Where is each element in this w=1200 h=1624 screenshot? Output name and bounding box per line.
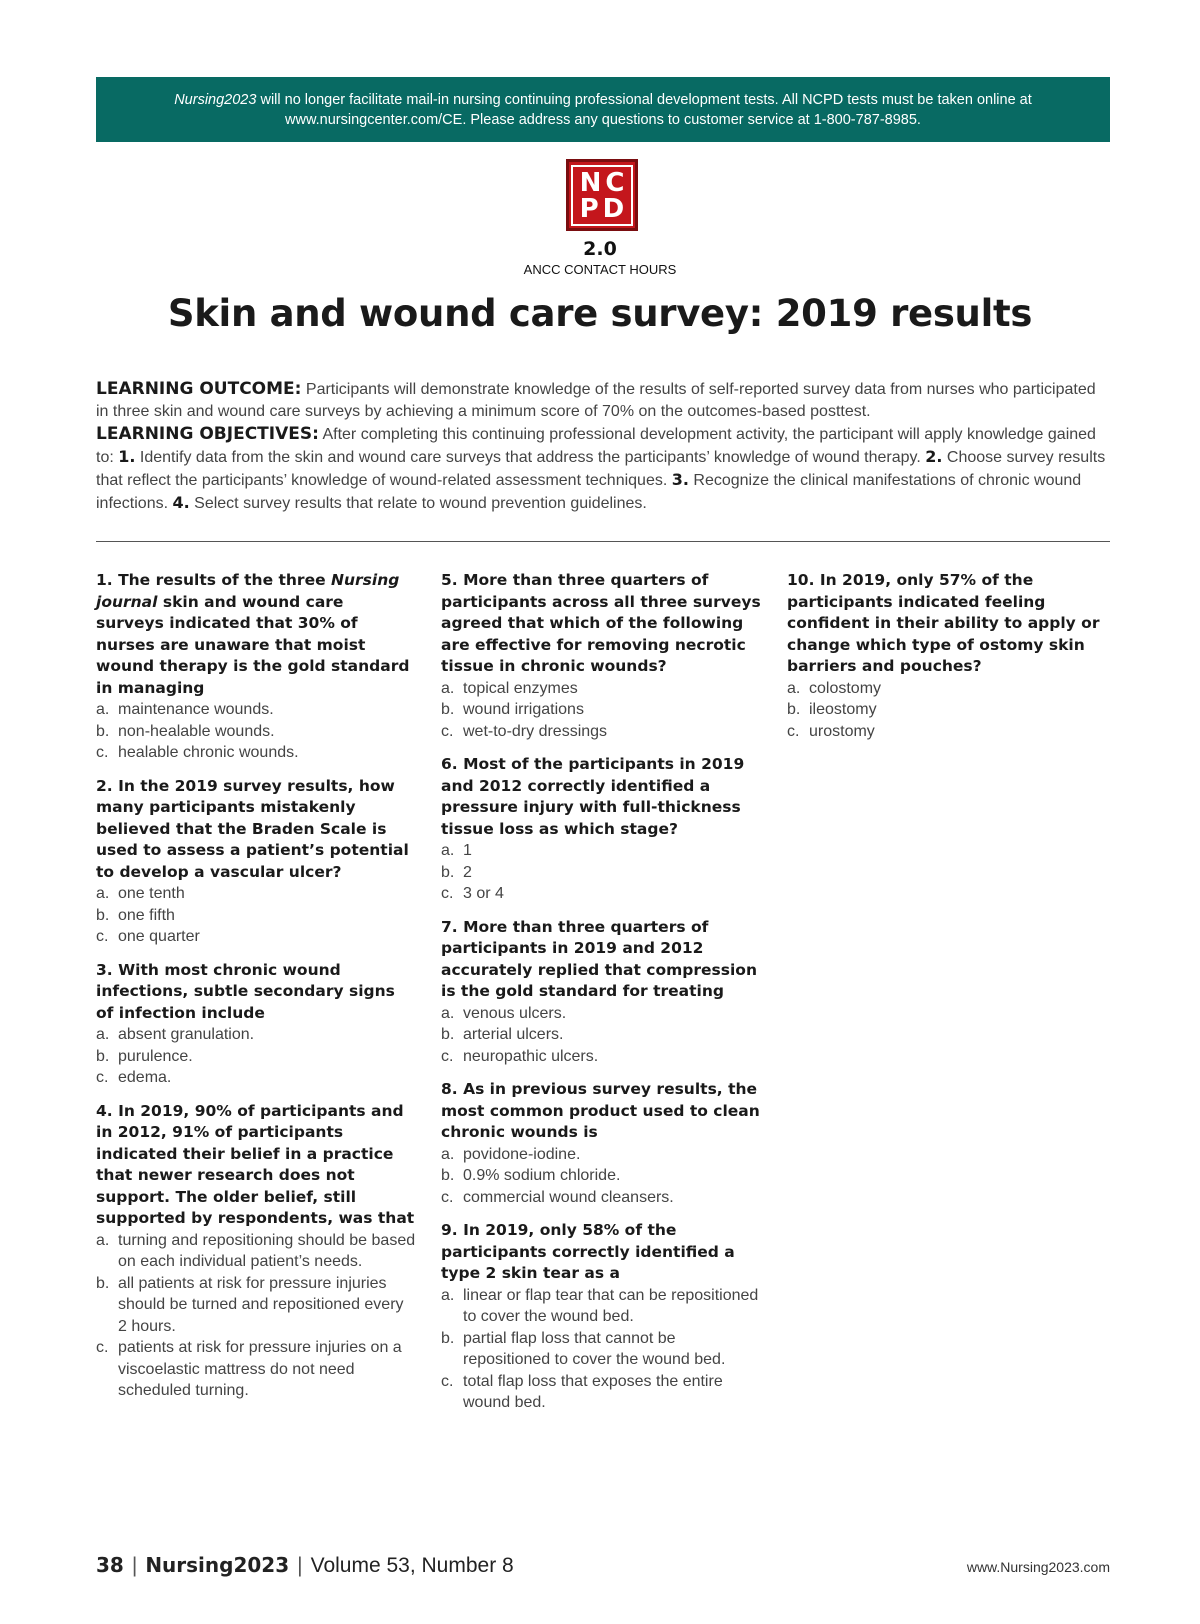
answer-option [96,883,416,905]
option-letter: c. [441,1372,454,1390]
answer-option [441,1003,761,1025]
option-text: purulence. [118,1047,193,1065]
objective-text: Choose survey results that reflect the participants’ knowledge of wound-related assessment techniques. [96,449,1106,489]
answer-option [787,721,1107,743]
banner-line-1 [116,90,1090,110]
questions-column-2 [441,570,761,1426]
notice-banner [96,77,1110,142]
option-text: maintenance wounds. [118,701,274,718]
option-text: non-healable wounds. [118,722,275,740]
option-letter: c. [441,722,454,740]
answer-option [96,1024,416,1046]
option-letter: a. [96,1231,110,1249]
contact-hours-label: ANCC CONTACT HOURS [523,262,677,277]
option-letter: a. [441,679,455,697]
option-text: arterial ulcers. [463,1026,564,1043]
answer-option [96,742,416,764]
option-letter: b. [441,1329,455,1347]
answer-option [96,721,416,743]
footer-url: www.Nursing2023.com [966,1559,1110,1575]
option-letter: c. [441,885,454,902]
option-text: ileostomy [809,701,877,718]
option-text: healable chronic wounds. [118,744,299,761]
question-4 [96,1101,416,1402]
question-stem: 3. With most chronic wound infections, subtle secondary signs of infection include [96,960,395,1022]
logo-top: NC [579,167,629,198]
question-3 [96,960,416,1089]
option-text: one fifth [118,906,175,924]
objectives-label: LEARNING OBJECTIVES: [96,424,319,444]
option-letter: b. [441,701,455,718]
answer-option [441,1328,761,1371]
objectives-intro: After completing this continuing professional development activity, the participant will apply knowledge gained to: [96,426,1096,466]
learning-objectives [96,423,1110,515]
option-letter: a. [441,1004,455,1022]
option-text: 0.9% sodium chloride. [463,1167,621,1184]
option-text: linear or flap tear that can be repositioned to cover the wound bed. [463,1286,759,1325]
question-stem: 9. In 2019, only 58% of the participants correctly identified a type 2 skin tear as a [441,1221,735,1282]
option-letter: b. [96,906,110,924]
option-text: wet-to-dry dressings [463,722,608,740]
option-letter: a. [441,842,455,859]
answer-option [441,678,761,700]
journal-name: Nursing2023 [145,1553,290,1577]
answer-option [96,1230,416,1273]
answer-option [96,699,416,721]
option-letter: c. [787,722,800,740]
answer-option [441,862,761,884]
option-text: 3 or 4 [463,885,504,902]
banner-line-1-text: will no longer facilitate mail-in nursing continuing professional development tests. All NCPD tests must be taken online at [256,91,1032,108]
option-text: edema. [118,1069,172,1086]
answer-option [441,1285,761,1328]
answer-option [441,1144,761,1166]
option-text: neuropathic ulcers. [463,1047,599,1065]
answer-option [787,678,1107,700]
option-letter: b. [96,722,110,740]
answer-option [96,1046,416,1068]
ncpd-logo [566,159,638,231]
option-text: povidone-iodine. [463,1145,581,1163]
question-2 [96,776,416,948]
stem-italic: Nursing journal [96,571,400,611]
stem-text: 1. The results of the three [96,571,331,589]
ncpd-logo-frame [571,165,634,226]
question-9 [441,1220,761,1414]
answer-option [441,1187,761,1209]
question-stem [96,570,416,699]
outcome-text: Participants will demonstrate knowledge of the results of self-reported survey data from nurses who participated in three skin and wound care surveys by achieving a minimum score of 70% on the outcomes-based posttest. [96,381,1096,420]
question-stem: 6. Most of the participants in 2019 and 2012 correctly identified a pressure injury with full-thickness tissue loss as which stage? [441,755,745,838]
option-text: all patients at risk for pressure injuries should be turned and repositioned every 2 hours. [118,1274,404,1335]
objective-num: 1. [118,447,136,466]
question-7 [441,917,761,1068]
objective-num: 2. [925,447,943,466]
option-letter: c. [96,1069,109,1086]
answer-option [96,1273,416,1338]
issue-info: Volume 53, Number 8 [310,1554,514,1577]
question-5 [441,570,761,742]
stem-text: skin and wound care surveys indicated that 30% of nurses are unaware that moist wound therapy is the gold standard in managing [96,592,410,697]
question-1 [96,570,416,764]
option-letter: b. [441,1167,455,1184]
answer-option [441,1371,761,1414]
option-letter: c. [96,1339,109,1356]
option-letter: a. [441,1286,455,1304]
answer-option [441,1046,761,1068]
answer-option [96,1337,416,1402]
answer-option [787,699,1107,721]
option-text: one quarter [118,928,200,945]
option-letter: c. [96,928,109,945]
banner-brand: Nursing2023 [174,91,257,108]
answer-option [441,699,761,721]
option-letter: b. [441,1026,455,1043]
option-text: commercial wound cleansers. [463,1188,674,1206]
question-stem: 2. In the 2019 survey results, how many participants mistakenly believed that the Braden Scale is used to assess a patient’s potential to develop a vascular ulcer? [96,776,409,881]
footer-left [96,1553,514,1578]
option-letter: a. [441,1145,455,1163]
answer-option [441,1165,761,1187]
option-letter: a. [787,679,801,697]
option-letter: b. [441,863,455,881]
objective-text: Select survey results that relate to wound prevention guidelines. [189,495,647,512]
question-stem: 7. More than three quarters of participants in 2019 and 2012 accurately replied that compression is the gold standard for treating [441,917,757,1000]
page-title: Skin and wound care survey: 2019 results [167,292,1033,335]
objective-text: Recognize the clinical manifestations of chronic wound infections. [96,472,1082,512]
divider [96,541,1110,542]
option-text: absent granulation. [118,1026,255,1043]
question-stem: 5. More than three quarters of participants across all three surveys agreed that which of the following are effective for removing necrotic tissue in chronic wounds? [441,571,761,675]
contact-hours-value: 2.0 [583,238,617,260]
option-text: total flap loss that exposes the entire wound bed. [463,1372,723,1411]
question-stem: 4. In 2019, 90% of participants and in 2012, 91% of participants indicated their belief in a practice that newer research does not support. The older belief, still supported by respondents, was that [96,1101,415,1227]
option-letter: a. [96,1026,110,1043]
questions-column-1 [96,570,416,1414]
option-text: partial flap loss that cannot be repositioned to cover the wound bed. [463,1329,726,1368]
page-footer [96,1553,1110,1583]
footer-separator: | [131,1554,138,1577]
option-letter: b. [787,701,801,718]
questions-column-3 [787,570,1107,754]
answer-option [441,721,761,743]
question-stem: 10. In 2019, only 57% of the participants indicated feeling confident in their ability to apply or change which type of ostomy skin barriers and pouches? [787,571,1100,675]
page-number: 38 [96,1553,124,1577]
question-10 [787,570,1107,742]
answer-option [441,883,761,905]
answer-option [96,905,416,927]
option-text: colostomy [809,679,882,697]
objective-num: 3. [671,470,689,489]
option-text: 1 [463,842,472,859]
option-text: urostomy [809,722,875,740]
logo-bottom: PD [579,193,629,224]
question-stem: 8. As in previous survey results, the most common product used to clean chronic wounds is [441,1080,760,1141]
answer-option [441,1024,761,1046]
answer-option [96,1067,416,1089]
objective-num: 4. [172,493,190,512]
answer-option [441,840,761,862]
question-6 [441,754,761,905]
answer-option [96,926,416,948]
option-text: turning and repositioning should be based on each individual patient’s needs. [118,1231,416,1270]
option-text: wound irrigations [463,701,584,718]
outcome-label: LEARNING OUTCOME: [96,379,302,399]
option-letter: c. [96,744,109,761]
option-text: topical enzymes [463,679,578,697]
option-text: 2 [463,863,472,881]
footer-separator: | [297,1554,303,1577]
option-text: venous ulcers. [463,1004,567,1022]
option-letter: c. [441,1047,454,1065]
option-letter: c. [441,1188,454,1206]
option-letter: b. [96,1274,110,1292]
banner-line-2: www.nursingcenter.com/CE. Please address any questions to customer service at 1-800-787-8985. [285,111,921,128]
option-letter: a. [96,885,110,902]
objective-text: Identify data from the skin and wound care surveys that address the participants’ knowledge of wound therapy. [135,449,926,466]
learning-section [96,378,1110,515]
option-text: patients at risk for pressure injuries on a viscoelastic mattress do not need scheduled turning. [118,1339,402,1399]
option-text: one tenth [118,885,185,902]
option-letter: b. [96,1047,110,1065]
option-letter: a. [96,701,110,718]
question-8 [441,1079,761,1208]
learning-outcome [96,378,1110,423]
